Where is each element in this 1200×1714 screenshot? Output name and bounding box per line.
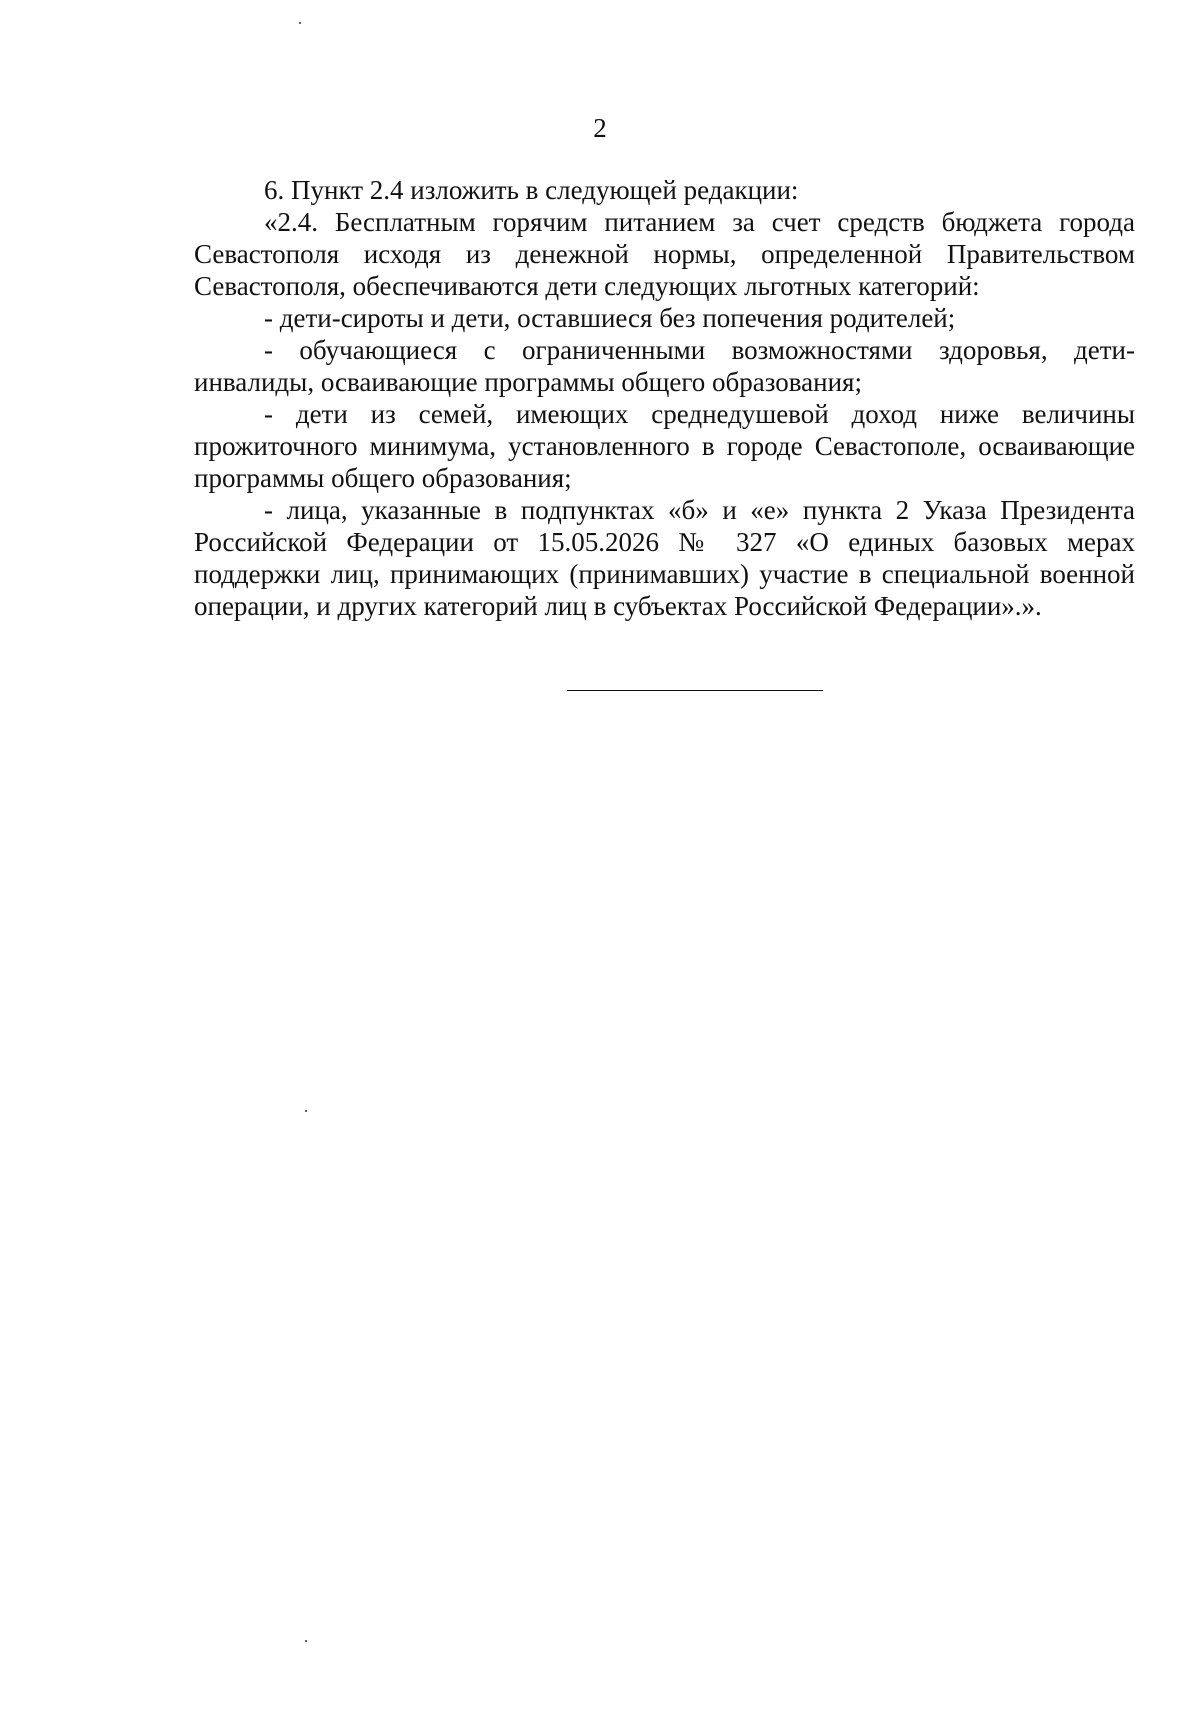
closing-separator-line [567,690,823,691]
list-item-orphans: - дети-сироты и дети, оставшиеся без попечения родителей; [264,303,956,333]
paragraph-item-6: 6. Пункт 2.4 изложить в следующей редакции: [264,175,799,205]
document-body [194,174,1135,622]
scan-speck-top [299,22,301,24]
list-item-low-income-families: - дети из семей, имеющих среднедушевой доход ниже величины прожиточного минимума, установленного в городе Севастополе, осваивающие программы общего образования; [194,399,1135,493]
page-number: 2 [593,113,607,143]
paragraph-clause-2-4: «2.4. Бесплатным горячим питанием за счет средств бюджета города Севастополя исходя из денежной нормы, определенной Правительством Севастополя, обеспечиваются дети следующих льготных категорий: [194,207,1135,301]
scan-speck-bottom [305,1640,307,1642]
list-item-svo-participants: - лица, указанные в подпунктах «б» и «е» пункта 2 Указа Президента Российской Федерации от 15.05.2026 № 327 «О единых базовых мерах поддержки лиц, принимающих (принимавших) участие в специальной военной операции, и других категорий лиц в субъектах Российской Федерации».». [194,495,1135,621]
list-item-disabled-students: - обучающиеся с ограниченными возможностями здоровья, дети-инвалиды, осваивающие программы общего образования; [194,335,1135,397]
scan-speck-middle [305,1110,307,1112]
